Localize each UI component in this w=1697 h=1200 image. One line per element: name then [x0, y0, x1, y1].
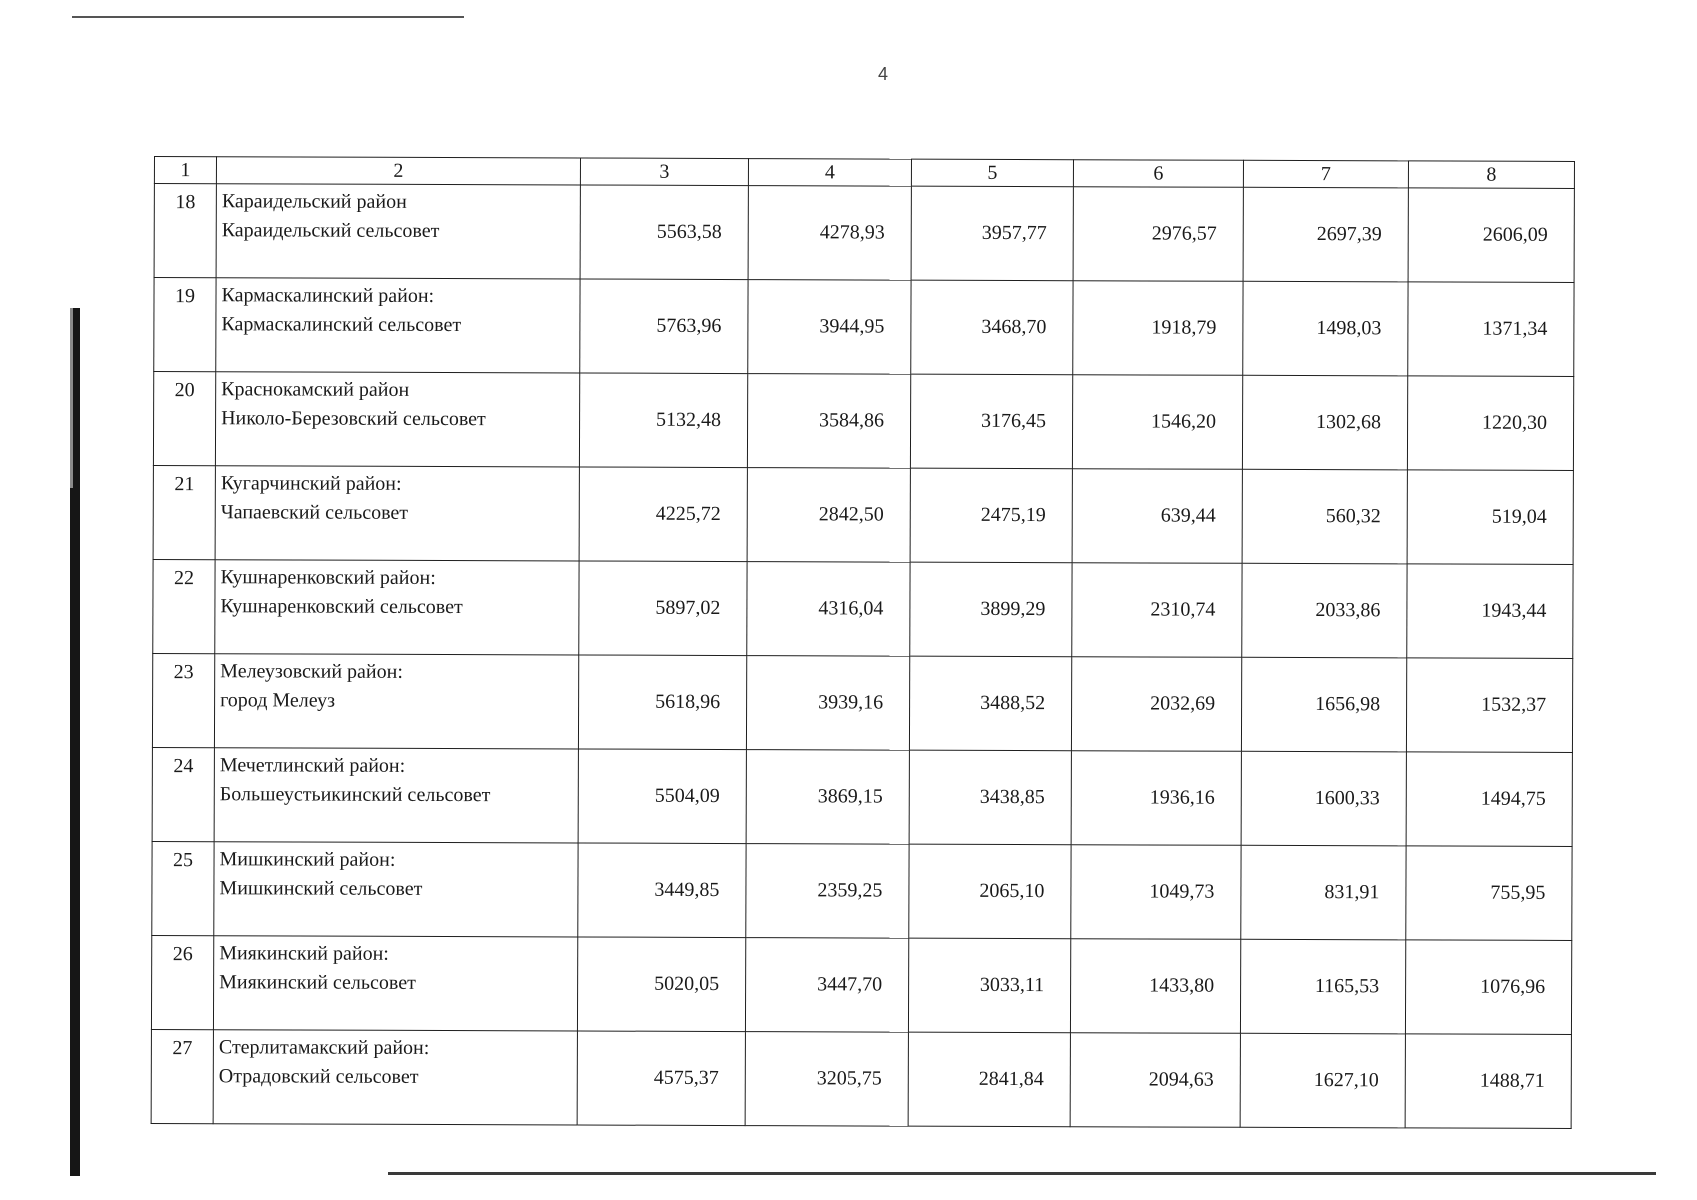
- district-name: Мелеузовский район:: [220, 660, 403, 683]
- value-cell-col-5: 2475,19: [910, 468, 1072, 563]
- value-cell-col-3: 4575,37: [577, 1031, 745, 1126]
- value-cell-col-4: 2842,50: [747, 468, 910, 563]
- row-name: [214, 654, 578, 749]
- district-name: Кугарчинский район:: [220, 472, 402, 495]
- row-name: [215, 466, 579, 561]
- district-name: Миякинский район:: [219, 942, 389, 965]
- settlement-name: Чапаевский сельсовет: [220, 501, 409, 524]
- scan-bottom-line: [388, 1172, 1656, 1175]
- table-row: [153, 559, 1573, 658]
- value-cell-col-7: 1627,10: [1240, 1033, 1405, 1128]
- value-cell-col-8: 1494,75: [1406, 752, 1572, 847]
- value-cell-col-7: 1165,53: [1240, 939, 1405, 1034]
- district-name: Караидельский район: [221, 190, 407, 213]
- value-cell-col-4: 3205,75: [745, 1032, 908, 1127]
- value-cell-col-8: 1532,37: [1406, 658, 1572, 753]
- table-row: [152, 841, 1572, 940]
- value-cell-col-6: 1546,20: [1072, 375, 1242, 470]
- value-cell-col-3: 4225,72: [579, 467, 747, 562]
- settlement-name: Большеустьикинский сельсовет: [219, 783, 491, 807]
- value-cell-col-7: 2033,86: [1242, 563, 1407, 658]
- column-header: 4: [748, 159, 911, 187]
- value-cell-col-8: 2606,09: [1408, 188, 1574, 283]
- settlement-name: Кушнаренковский сельсовет: [220, 595, 463, 619]
- district-name: Стерлитамакский район:: [218, 1036, 430, 1059]
- value-cell-col-4: 3869,15: [746, 750, 909, 845]
- district-name: Краснокамский район: [221, 378, 410, 401]
- table-row: [153, 372, 1573, 471]
- table-row: [152, 747, 1572, 846]
- value-cell-col-7: 560,32: [1242, 469, 1407, 564]
- row-number: 27: [151, 1029, 213, 1123]
- value-cell-col-7: 1656,98: [1241, 657, 1406, 752]
- row-name: [214, 842, 578, 937]
- value-cell-col-3: 5504,09: [578, 749, 746, 844]
- row-name: [214, 748, 578, 843]
- page-number: 4: [877, 64, 888, 84]
- district-name: Мечетлинский район:: [219, 754, 406, 777]
- column-header: 6: [1073, 160, 1243, 188]
- value-cell-col-3: 5763,96: [580, 279, 748, 374]
- scan-top-line: [72, 16, 464, 18]
- column-header: 7: [1243, 160, 1408, 188]
- value-cell-col-6: 1936,16: [1071, 751, 1241, 846]
- table-row: [151, 1029, 1571, 1128]
- value-cell-col-4: 4316,04: [747, 562, 910, 657]
- value-cell-col-8: 1076,96: [1405, 940, 1571, 1035]
- settlement-name: Караидельский сельсовет: [221, 219, 440, 242]
- value-cell-col-6: 1433,80: [1070, 939, 1240, 1034]
- value-cell-col-4: 3447,70: [745, 938, 908, 1033]
- value-cell-col-4: 4278,93: [748, 186, 911, 281]
- row-name: [213, 936, 577, 1031]
- value-cell-col-6: 1918,79: [1073, 281, 1243, 376]
- value-cell-col-7: 2697,39: [1243, 187, 1408, 282]
- value-cell-col-6: 639,44: [1072, 469, 1242, 564]
- value-cell-col-5: 3438,85: [909, 750, 1071, 845]
- row-name: [216, 278, 580, 373]
- row-number: 25: [152, 841, 214, 935]
- table-row: [151, 935, 1571, 1034]
- value-cell-col-5: 3488,52: [909, 656, 1071, 751]
- table-row: [153, 465, 1573, 564]
- data-table: [151, 156, 1575, 1129]
- district-name: Мишкинский район:: [219, 848, 396, 871]
- row-number: 20: [153, 372, 215, 466]
- row-number: 19: [154, 278, 216, 372]
- row-number: 21: [153, 465, 215, 559]
- value-cell-col-6: 2094,63: [1070, 1033, 1240, 1128]
- value-cell-col-7: 1498,03: [1243, 281, 1408, 376]
- column-header: 8: [1408, 161, 1574, 189]
- district-name: Кушнаренковский район:: [220, 566, 436, 589]
- value-cell-col-5: 3468,70: [911, 280, 1073, 375]
- row-number: 22: [153, 559, 215, 653]
- row-number: 23: [152, 653, 214, 747]
- value-cell-col-8: 755,95: [1406, 846, 1572, 941]
- scan-left-edge-highlight: [70, 308, 73, 488]
- value-cell-col-3: 5132,48: [579, 373, 747, 468]
- district-name: Кармаскалинский район:: [221, 284, 435, 307]
- value-cell-col-4: 3939,16: [746, 656, 909, 751]
- value-cell-col-5: 2065,10: [909, 844, 1071, 939]
- table-row: [154, 278, 1574, 377]
- value-cell-col-5: 2841,84: [908, 1032, 1070, 1127]
- row-name: [216, 184, 580, 279]
- row-number: 26: [151, 935, 213, 1029]
- value-cell-col-3: 5020,05: [577, 937, 745, 1032]
- row-name: [215, 560, 579, 655]
- value-cell-col-4: 3584,86: [747, 374, 910, 469]
- column-header: 2: [216, 157, 580, 185]
- settlement-name: Миякинский сельсовет: [219, 971, 416, 994]
- column-header: 5: [911, 159, 1073, 187]
- row-name: [213, 1030, 577, 1125]
- value-cell-col-7: 831,91: [1241, 845, 1406, 940]
- value-cell-col-4: 3944,95: [748, 280, 911, 375]
- value-cell-col-7: 1302,68: [1242, 375, 1407, 470]
- row-number: 18: [154, 184, 216, 278]
- settlement-name: город Мелеуз: [220, 689, 336, 712]
- value-cell-col-8: 1371,34: [1408, 282, 1574, 377]
- value-cell-col-6: 2976,57: [1073, 187, 1243, 282]
- value-cell-col-8: 1220,30: [1407, 376, 1573, 471]
- settlement-name: Николо-Березовский сельсовет: [221, 407, 486, 431]
- value-cell-col-5: 3957,77: [911, 186, 1073, 281]
- value-cell-col-5: 3176,45: [910, 374, 1072, 469]
- table-body: [151, 157, 1574, 1129]
- value-cell-col-5: 3899,29: [910, 562, 1072, 657]
- row-name: [215, 372, 579, 467]
- value-cell-col-3: 3449,85: [578, 843, 746, 938]
- value-cell-col-3: 5897,02: [579, 561, 747, 656]
- settlement-name: Мишкинский сельсовет: [219, 877, 423, 900]
- table-row: [154, 184, 1574, 283]
- value-cell-col-6: 1049,73: [1071, 845, 1241, 940]
- value-cell-col-8: 1943,44: [1407, 564, 1573, 659]
- value-cell-col-6: 2310,74: [1072, 563, 1242, 658]
- value-cell-col-5: 3033,11: [908, 938, 1070, 1033]
- settlement-name: Отрадовский сельсовет: [218, 1065, 419, 1088]
- value-cell-col-4: 2359,25: [746, 844, 909, 939]
- row-number: 24: [152, 747, 214, 841]
- value-cell-col-8: 519,04: [1407, 470, 1573, 565]
- column-header: 3: [580, 158, 748, 186]
- value-cell-col-8: 1488,71: [1405, 1034, 1571, 1129]
- settlement-name: Кармаскалинский сельсовет: [221, 313, 462, 337]
- value-cell-col-3: 5618,96: [578, 655, 746, 750]
- value-cell-col-6: 2032,69: [1071, 657, 1241, 752]
- value-cell-col-7: 1600,33: [1241, 751, 1406, 846]
- table-row: [152, 653, 1572, 752]
- value-cell-col-3: 5563,58: [580, 185, 748, 280]
- column-header: 1: [154, 157, 216, 184]
